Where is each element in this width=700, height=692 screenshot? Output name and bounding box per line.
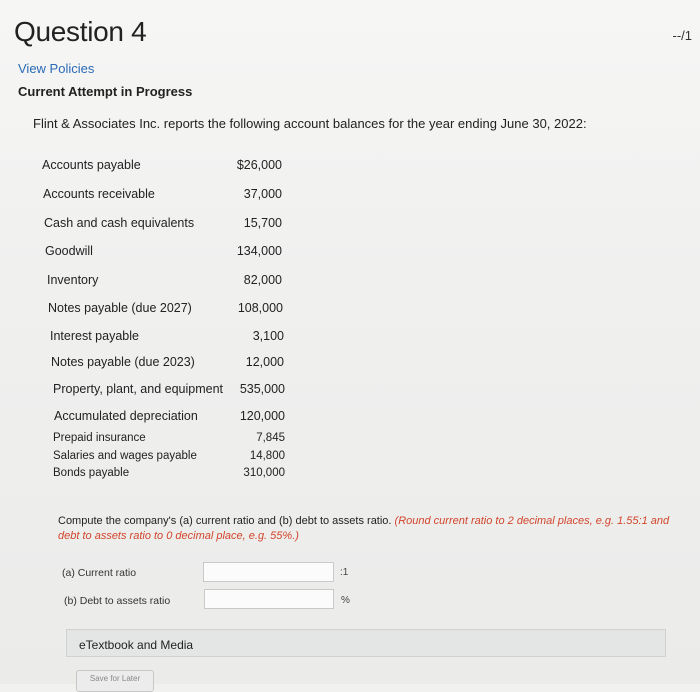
account-amount: 535,000 — [239, 382, 285, 396]
account-name: Property, plant, and equipment — [53, 382, 224, 396]
account-amount: 3,100 — [252, 329, 284, 343]
account-amount: 14,800 — [249, 450, 285, 462]
account-name: Accounts receivable — [43, 187, 155, 201]
score-indicator: --/1 — [672, 28, 692, 43]
account-name: Goodwill — [45, 244, 93, 258]
account-amount: 15,700 — [243, 216, 282, 230]
account-name: Cash and cash equivalents — [44, 216, 195, 230]
account-name: Inventory — [47, 273, 99, 287]
account-name: Prepaid insurance — [53, 432, 146, 444]
account-amount: 7,845 — [256, 432, 285, 444]
instructions-hint: (Round current ratio to 2 decimal places, e.g. 1.55:1 and debt to assets ratio to 0 decimal place, e.g. 55%.) — [58, 515, 670, 542]
account-row — [43, 187, 282, 201]
account-name: Salaries and wages payable — [53, 450, 197, 462]
account-row — [50, 329, 284, 343]
instructions — [58, 514, 678, 544]
account-row — [53, 382, 285, 396]
account-row — [53, 467, 285, 479]
account-row — [48, 301, 283, 315]
account-amount: 37,000 — [243, 187, 282, 201]
account-name: Notes payable (due 2023) — [51, 355, 195, 369]
account-row — [51, 355, 284, 369]
debt-to-assets-input[interactable] — [204, 589, 334, 609]
save-for-later-button[interactable]: Save for Later — [76, 670, 154, 692]
account-row — [45, 244, 282, 258]
current-ratio-unit: :1 — [340, 567, 349, 578]
current-ratio-input[interactable] — [203, 562, 334, 582]
question-label-current-ratio: (a) Current ratio — [62, 567, 137, 579]
account-name: Accounts payable — [42, 158, 141, 172]
account-amount: 12,000 — [245, 355, 284, 369]
etextbook-media-link[interactable]: eTextbook and Media — [66, 629, 666, 657]
account-amount: 108,000 — [237, 301, 283, 315]
account-name: Accumulated depreciation — [54, 409, 198, 423]
view-policies-link[interactable]: View Policies — [18, 61, 95, 76]
account-row — [47, 273, 282, 287]
account-amount: 134,000 — [236, 244, 282, 258]
instructions-main: Compute the company's (a) current ratio and (b) debt to assets ratio. — [58, 515, 392, 527]
account-row — [42, 158, 282, 172]
account-name: Bonds payable — [53, 467, 130, 479]
account-amount: 310,000 — [243, 467, 285, 479]
account-row — [53, 432, 285, 444]
debt-to-assets-unit: % — [341, 595, 350, 606]
account-amount: $26,000 — [236, 158, 282, 172]
account-amount: 82,000 — [243, 273, 282, 287]
account-row — [53, 450, 285, 462]
account-row — [44, 216, 282, 230]
question-title: Question 4 — [14, 16, 147, 47]
account-name: Interest payable — [50, 329, 139, 343]
attempt-status: Current Attempt in Progress — [18, 84, 193, 99]
account-amount: 120,000 — [239, 409, 285, 423]
account-name: Notes payable (due 2027) — [48, 301, 192, 315]
question-label-debt-to-assets: (b) Debt to assets ratio — [64, 595, 171, 607]
account-row — [54, 409, 285, 423]
question-prompt: Flint & Associates Inc. reports the following account balances for the year ending June 30, 2022: — [33, 116, 587, 131]
